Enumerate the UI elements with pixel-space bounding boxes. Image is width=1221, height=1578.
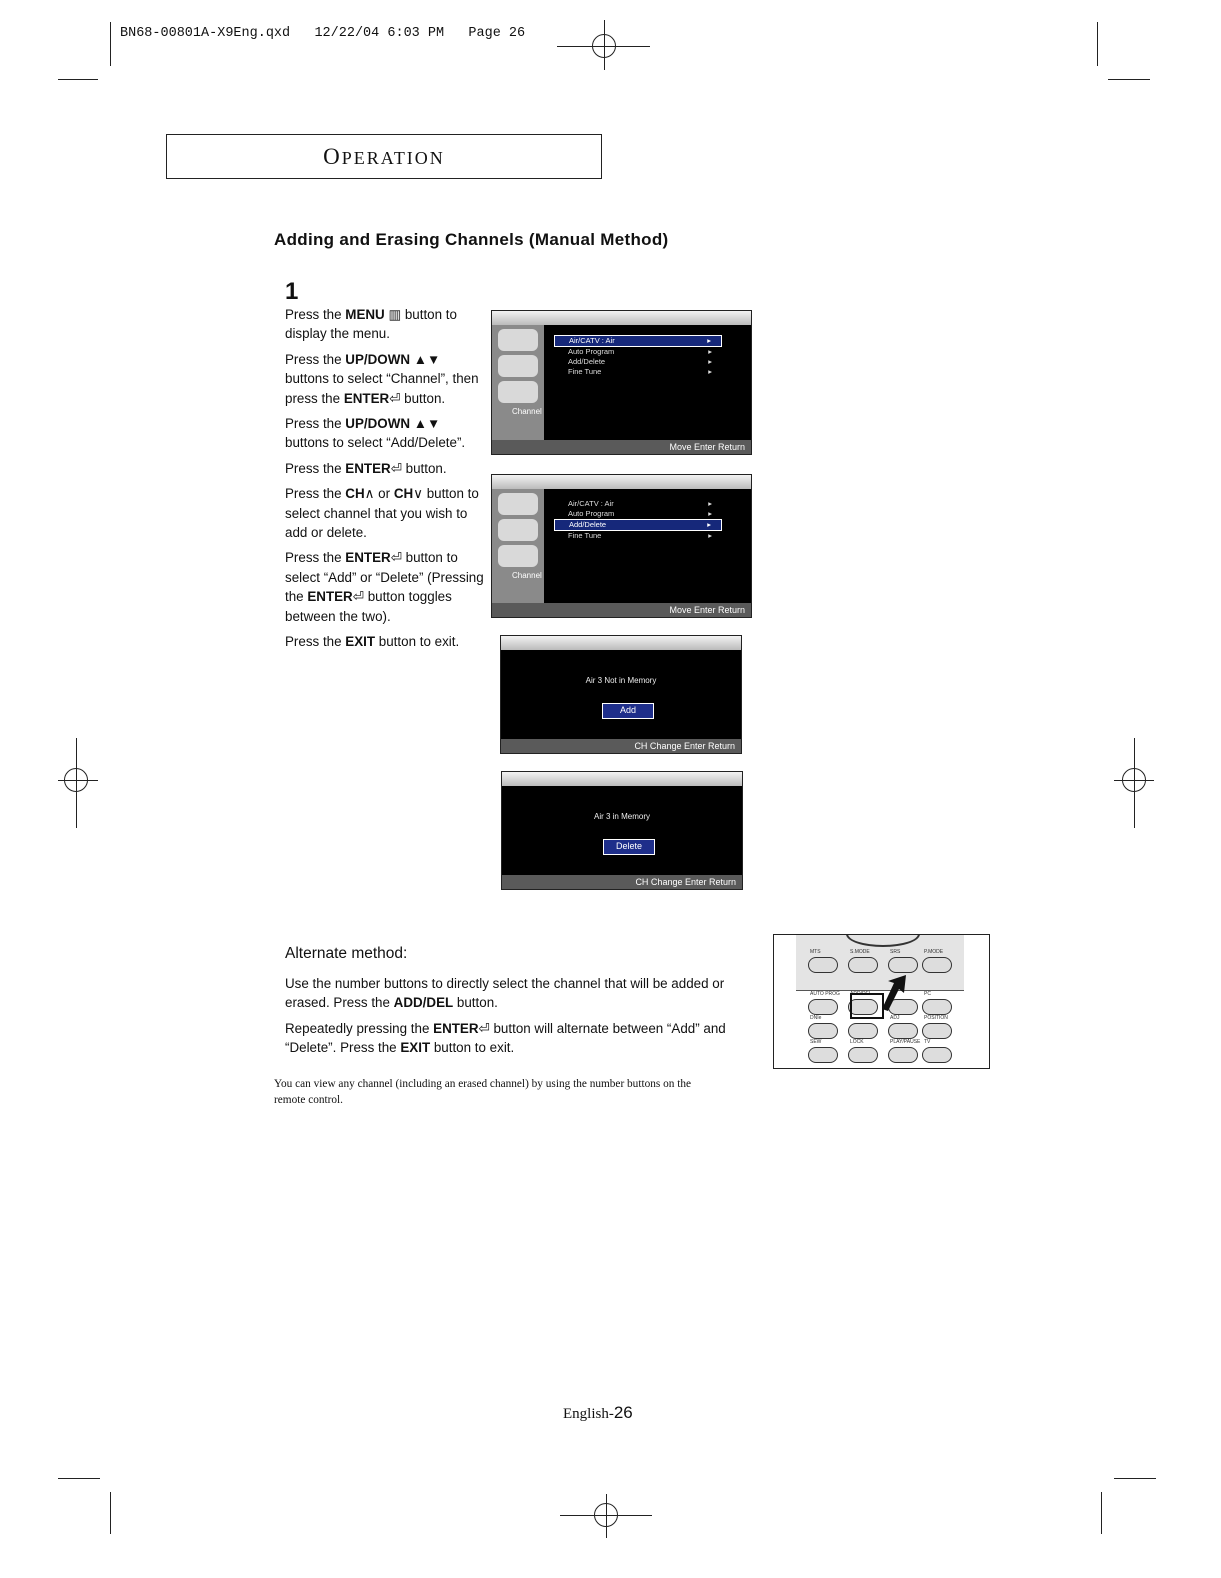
enter-icon: ⏎ <box>389 390 401 406</box>
alternate-method-paragraph-1: Use the number buttons to directly select the channel that will be added or erased. Press the ADD/DEL button. <box>285 976 725 1011</box>
registration-mark <box>594 1503 618 1527</box>
enter-icon: ⏎ <box>390 460 402 476</box>
remote-button <box>808 1047 838 1063</box>
screen-title-bar <box>492 475 751 489</box>
screen-title-bar <box>492 311 751 325</box>
remote-button-label: SEW <box>810 1039 822 1045</box>
remote-button-label: AUTO PROG <box>810 991 840 997</box>
add-button[interactable]: Add <box>602 703 654 719</box>
screen-footer: Move Enter Return <box>492 440 751 454</box>
remote-button <box>848 957 878 973</box>
chevron-down-icon: ∨ <box>413 486 423 502</box>
remote-button-label: S.MODE <box>850 949 870 955</box>
print-page: Page 26 <box>468 26 526 41</box>
remote-button <box>888 1023 918 1039</box>
menu-item-label: Fine Tune <box>568 531 602 540</box>
menu-item[interactable] <box>554 519 722 531</box>
menu-item-label: Auto Program <box>568 509 615 518</box>
remote-button-label: SRS <box>890 949 901 955</box>
crop-mark <box>58 1478 100 1479</box>
pointer-arrow-icon <box>880 975 920 1011</box>
tv-screen-add <box>500 635 742 754</box>
channel-icon <box>498 545 538 567</box>
step-number: 1 <box>285 278 299 305</box>
chevron-right-icon: ▸ <box>708 509 712 518</box>
registration-mark <box>592 34 616 58</box>
menu-item[interactable] <box>554 367 722 377</box>
footer-language: English- <box>563 1406 614 1422</box>
screen-title-bar <box>502 772 742 786</box>
side-label: Channel <box>512 571 542 580</box>
menu-item-label: Auto Program <box>568 347 615 356</box>
instruction-7: Press the EXIT button to exit. <box>285 634 460 650</box>
menu-item[interactable] <box>554 531 722 541</box>
picture-icon <box>498 493 538 515</box>
remote-control-illustration <box>773 934 990 1069</box>
menu-list <box>554 335 722 377</box>
instruction-1: Press the MENU ▥ button to display the menu. <box>285 307 457 342</box>
remote-button-label: TV <box>924 1039 931 1045</box>
channel-icon <box>498 381 538 403</box>
page-footer <box>563 1403 633 1423</box>
section-header <box>166 134 602 179</box>
print-header <box>120 26 525 41</box>
page-number: 26 <box>613 1403 633 1422</box>
chevron-right-icon: ▸ <box>708 531 712 540</box>
instruction-4: Press the ENTER⏎ button. <box>285 460 447 476</box>
sound-icon <box>498 519 538 541</box>
chevron-right-icon: ▸ <box>707 336 711 345</box>
enter-icon: ⏎ <box>478 1021 490 1036</box>
remote-button <box>922 1047 952 1063</box>
step-instructions <box>285 305 485 658</box>
chevron-up-icon: ∧ <box>364 486 375 502</box>
delete-button[interactable]: Delete <box>603 839 655 855</box>
tv-screen-delete <box>501 771 743 890</box>
crop-mark <box>58 79 98 80</box>
crop-mark <box>110 1492 111 1534</box>
chevron-right-icon: ▸ <box>708 357 712 366</box>
remote-button <box>848 1023 878 1039</box>
memory-status: Air 3 in Memory <box>593 812 650 821</box>
alternate-method-paragraph-2: Repeatedly pressing the ENTER⏎ button will alternate between “Add” and “Delete”. Press the EXIT button to exit. <box>285 1021 726 1056</box>
screen-footer: CH Change Enter Return <box>501 739 741 753</box>
screen-side-icons <box>492 325 544 440</box>
print-date: 12/22/04 <box>314 26 380 41</box>
remote-button-label: MTS <box>810 949 821 955</box>
remote-button-label: ADD/DEL <box>850 991 872 997</box>
remote-button-label: POSITION <box>924 1015 948 1021</box>
remote-button <box>808 1023 838 1039</box>
section-rest: PERATION <box>341 148 445 168</box>
note-text: You can view any channel (including an erased channel) by using the number buttons on the remote control. <box>274 1078 692 1106</box>
screen-footer: Move Enter Return <box>492 603 751 617</box>
crop-mark <box>1114 1478 1156 1479</box>
screen-footer: CH Change Enter Return <box>502 875 742 889</box>
add-del-highlight <box>850 993 884 1019</box>
crop-mark <box>1108 79 1150 80</box>
menu-item[interactable] <box>554 499 722 509</box>
page-title: Adding and Erasing Channels (Manual Method) <box>274 230 669 249</box>
chevron-right-icon: ▸ <box>708 367 712 376</box>
remote-button-label: LOCK <box>850 1039 864 1045</box>
remote-button-label: P.MODE <box>924 949 944 955</box>
remote-button-label: PLAY/PAUSE <box>890 1039 921 1045</box>
chevron-right-icon: ▸ <box>707 520 711 529</box>
enter-icon: ⏎ <box>352 589 364 605</box>
alternate-method-title: Alternate method: <box>285 945 408 962</box>
remote-button <box>808 957 838 973</box>
menu-item-label: Add/Delete <box>568 357 606 366</box>
instruction-5: Press the CH∧ or CH∨ button to select channel that you wish to add or delete. <box>285 486 479 541</box>
enter-icon: ⏎ <box>390 550 402 566</box>
menu-item-label: Add/Delete <box>569 520 607 529</box>
menu-item-label: Air/CATV : Air <box>569 336 615 345</box>
menu-item-label: Air/CATV : Air <box>568 499 614 508</box>
instruction-2: Press the UP/DOWN ▲▼ buttons to select “Channel”, then press the ENTER⏎ button. <box>285 351 479 406</box>
crop-mark <box>1097 22 1098 66</box>
screen-title-bar <box>501 636 741 650</box>
registration-mark <box>1122 768 1146 792</box>
side-label: Channel <box>512 407 542 416</box>
file-name: BN68-00801A-X9Eng.qxd <box>120 26 291 41</box>
screen-side-icons <box>492 489 544 603</box>
menu-item[interactable] <box>554 357 722 367</box>
menu-item[interactable] <box>554 335 722 347</box>
menu-item[interactable] <box>554 509 722 519</box>
menu-list <box>554 499 722 541</box>
tv-screen-add-delete-menu <box>491 474 752 618</box>
menu-item[interactable] <box>554 347 722 357</box>
remote-button-label: DNIe <box>810 1015 822 1021</box>
tv-screen-channel-menu <box>491 310 752 455</box>
remote-button <box>922 957 952 973</box>
remote-button <box>888 1047 918 1063</box>
remote-button <box>808 999 838 1015</box>
instruction-6: Press the ENTER⏎ button to select “Add” or “Delete” (Pressing the ENTER⏎ button toggles between the two). <box>285 550 484 624</box>
picture-icon <box>498 329 538 351</box>
remote-button <box>922 999 952 1015</box>
remote-button <box>848 1047 878 1063</box>
remote-button-label: PC <box>924 991 931 997</box>
memory-status: Air 3 Not in Memory <box>585 676 657 685</box>
chevron-right-icon: ▸ <box>708 499 712 508</box>
crop-mark <box>110 22 111 66</box>
menu-icon: ▥ <box>384 307 405 322</box>
crop-mark <box>1101 1492 1102 1534</box>
remote-button <box>922 1023 952 1039</box>
instruction-3: Press the UP/DOWN ▲▼ buttons to select “Add/Delete”. <box>285 416 466 451</box>
remote-button-label: ADJ <box>890 1015 900 1021</box>
registration-mark <box>64 768 88 792</box>
remote-button <box>888 957 918 973</box>
sound-icon <box>498 355 538 377</box>
print-time: 6:03 PM <box>387 26 445 41</box>
chevron-right-icon: ▸ <box>708 347 712 356</box>
menu-item-label: Fine Tune <box>568 367 602 376</box>
section-initial: O <box>323 144 342 169</box>
